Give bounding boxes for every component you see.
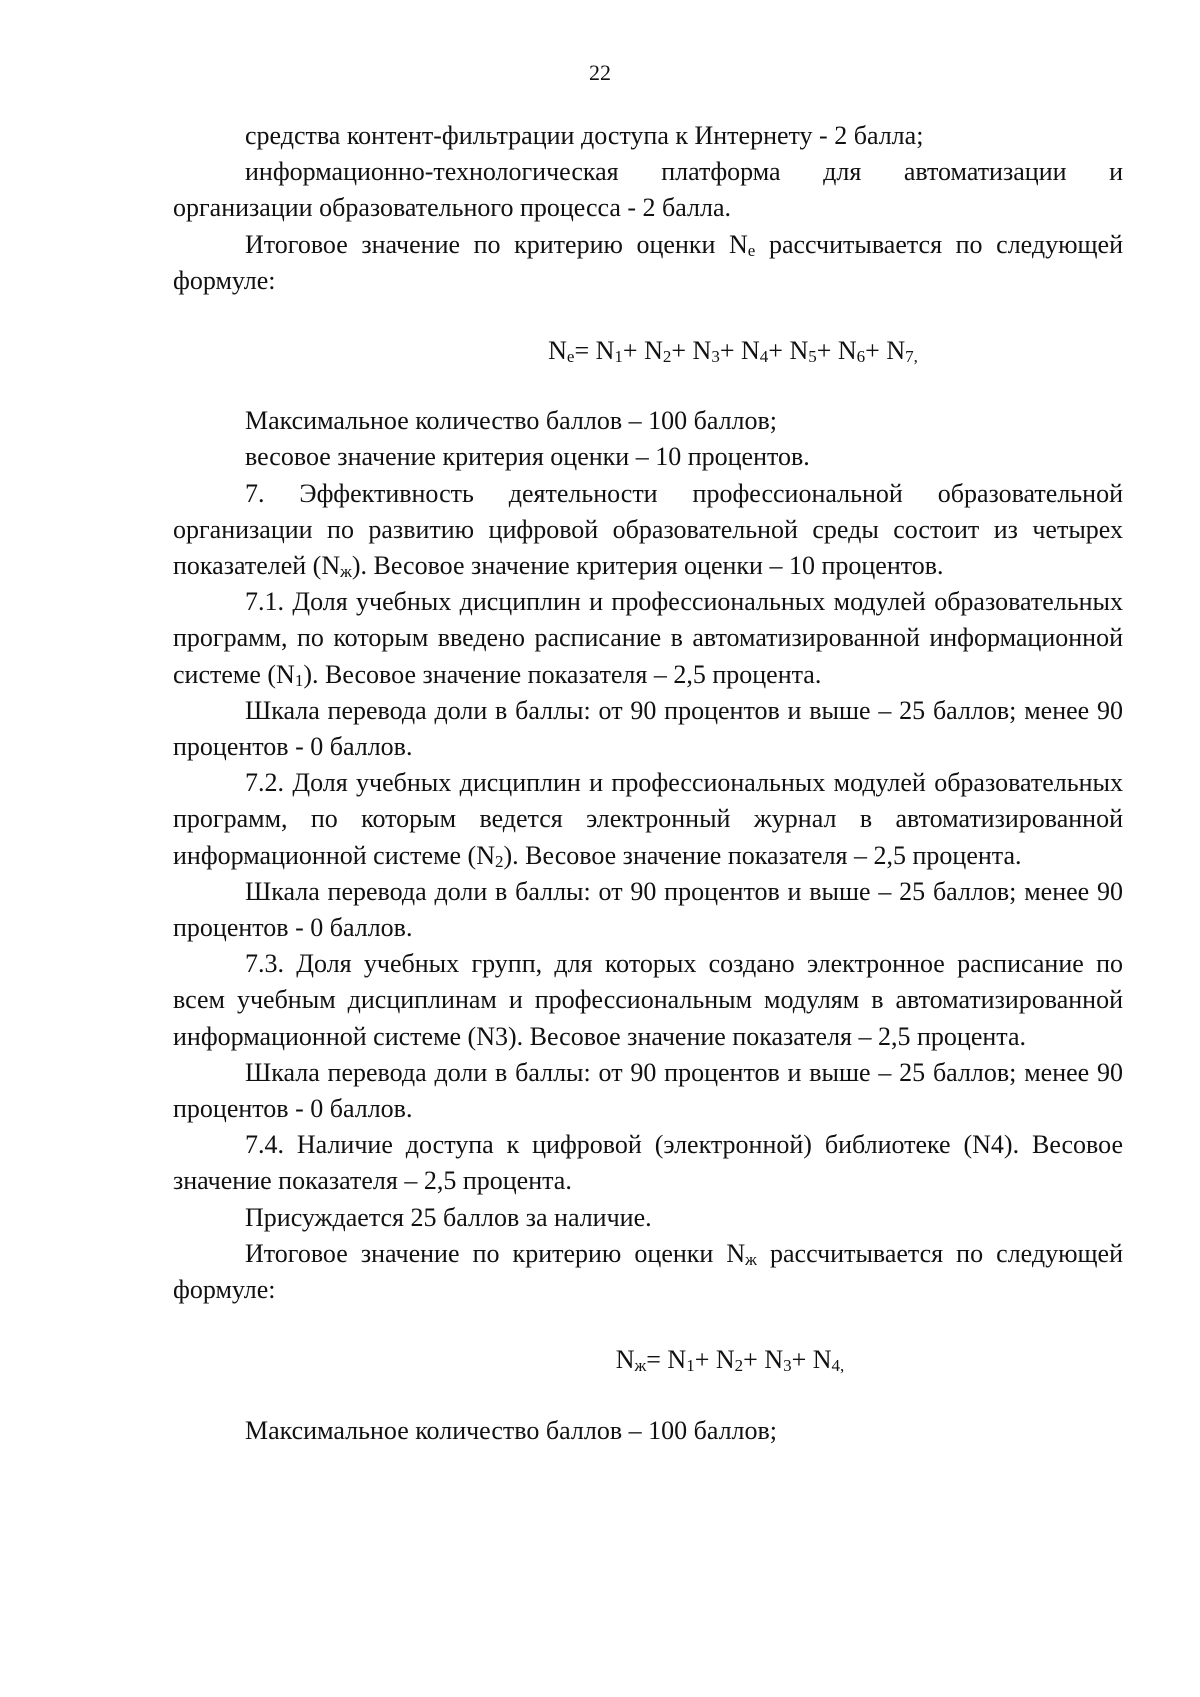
formula-operator: + bbox=[622, 336, 645, 366]
formula-variable: N bbox=[812, 1345, 832, 1375]
subscript: 2 bbox=[495, 851, 504, 871]
formula-subscript: 7, bbox=[905, 347, 918, 367]
formula-variable: N bbox=[740, 336, 760, 366]
formula-subscript: 2 bbox=[734, 1356, 744, 1376]
formula-subscript: 5 bbox=[808, 347, 817, 367]
formula-subscript: е bbox=[566, 347, 575, 367]
text-span: рассчитывается по следующей формуле: bbox=[173, 1238, 1123, 1305]
paragraph-scale-7-2: Шкала перевода доли в баллы: от 90 процентов и выше – 25 баллов; менее 90 процентов - 0 баллов. bbox=[173, 876, 1123, 943]
paragraph-scale-7-1: Шкала перевода доли в баллы: от 90 процентов и выше – 25 баллов; менее 90 процентов - 0 баллов. bbox=[173, 695, 1123, 762]
formula-variable: N bbox=[886, 336, 906, 366]
formula-subscript: 1 bbox=[686, 1356, 695, 1376]
formula-subscript: 4, bbox=[831, 1356, 845, 1376]
formula-variable: N bbox=[644, 336, 663, 366]
paragraph-7-4: 7.4. Наличие доступа к цифровой (электронной) библиотеке (N4). Весовое значение показателя – 2,5 процента. bbox=[173, 1130, 1123, 1196]
text-span: ). Весовое значение показателя – 2,5 процента. bbox=[503, 840, 1022, 870]
paragraph-total-nzh-intro bbox=[173, 1236, 1123, 1308]
text-span: рассчитывается по следующей формуле: bbox=[173, 229, 1123, 295]
paragraph-7-2 bbox=[173, 765, 1123, 874]
text-span: Итоговое значение по критерию оценки N bbox=[245, 229, 748, 259]
formula-variable: N bbox=[789, 336, 809, 366]
text-span: ). Весовое значение показателя – 2,5 процента. bbox=[303, 659, 822, 689]
formula-nzh bbox=[173, 1342, 1123, 1378]
paragraph-7-1 bbox=[173, 584, 1123, 693]
formula-operator: = bbox=[646, 1345, 668, 1375]
text-span: 7.2. Доля учебных дисциплин и профессиональных модулей образовательных программ, по которым ведется электронный журнал в автоматизированной информационной системе (N bbox=[173, 768, 1123, 870]
formula-operator: + bbox=[743, 1345, 765, 1375]
formula-subscript: ж bbox=[634, 1356, 647, 1376]
subscript: 1 bbox=[294, 670, 304, 690]
formula-operator: + bbox=[768, 336, 790, 366]
formula-variable: N bbox=[715, 1345, 735, 1375]
formula-subscript: 1 bbox=[614, 347, 623, 367]
subscript: е bbox=[747, 240, 756, 260]
subscript: ж bbox=[745, 1249, 757, 1269]
paragraph-award: Присуждается 25 баллов за наличие. bbox=[245, 1202, 652, 1232]
formula-variable: N bbox=[615, 1345, 635, 1375]
formula-subscript: 4 bbox=[759, 347, 769, 367]
formula-subscript: 3 bbox=[711, 347, 720, 367]
formula-variable: N bbox=[548, 336, 567, 366]
paragraph-7-3: 7.3. Доля учебных групп, для которых создано электронное расписание по всем учебным дисциплинам и профессиональным модулям в автоматизированной информационной системе (N3). Весовое значение показателя – 2,5 процента. bbox=[173, 949, 1123, 1051]
formula-operator: + bbox=[671, 336, 693, 366]
formula-operator: + bbox=[719, 336, 741, 366]
formula-subscript: 3 bbox=[783, 1356, 792, 1376]
formula-operator: + bbox=[816, 336, 838, 366]
formula-ne bbox=[173, 333, 1123, 369]
paragraph-it-platform: информационно-технологическая платформа для автоматизации и организации образовательного процесса - 2 балла. bbox=[173, 157, 1123, 223]
subscript: ж bbox=[340, 562, 352, 582]
formula-operator: + bbox=[865, 336, 887, 366]
paragraph-weight: весовое значение критерия оценки – 10 процентов. bbox=[245, 442, 810, 472]
formula-variable: N bbox=[595, 336, 615, 366]
text-span: ). Весовое значение критерия оценки – 10 процентов. bbox=[351, 551, 944, 581]
document-body bbox=[173, 118, 1123, 1449]
paragraph-scale-7-3: Шкала перевода доли в баллы: от 90 процентов и выше – 25 баллов; менее 90 процентов - 0 баллов. bbox=[173, 1057, 1123, 1124]
formula-variable: N bbox=[837, 336, 857, 366]
formula-variable: N bbox=[764, 1345, 784, 1375]
formula-subscript: 2 bbox=[662, 347, 672, 367]
page-number: 22 bbox=[589, 60, 611, 85]
text-span: Итоговое значение по критерию оценки N bbox=[245, 1238, 746, 1268]
formula-operator: + bbox=[694, 1345, 716, 1375]
text-span: 7.1. Доля учебных дисциплин и профессиональных модулей образовательных программ, по которым введено расписание в автоматизированной информационной системе (N bbox=[173, 587, 1123, 689]
paragraph-max-score-2: Максимальное количество баллов – 100 баллов; bbox=[245, 1415, 778, 1445]
paragraph-section-7 bbox=[173, 476, 1123, 585]
formula-variable: N bbox=[667, 1345, 687, 1375]
formula-operator: = bbox=[574, 336, 596, 366]
paragraph-total-ne-intro bbox=[173, 227, 1123, 299]
formula-subscript: 6 bbox=[856, 347, 866, 367]
text-span: 7. Эффективность деятельности профессиональной образовательной организации по развитию цифровой образовательной среды состоит из четырех показателей (N bbox=[173, 478, 1123, 581]
formula-variable: N bbox=[692, 336, 712, 366]
formula-operator: + bbox=[791, 1345, 813, 1375]
paragraph-max-score: Максимальное количество баллов – 100 баллов; bbox=[245, 406, 778, 436]
paragraph-content-filtering: средства контент-фильтрации доступа к Интернету - 2 балла; bbox=[245, 121, 924, 150]
